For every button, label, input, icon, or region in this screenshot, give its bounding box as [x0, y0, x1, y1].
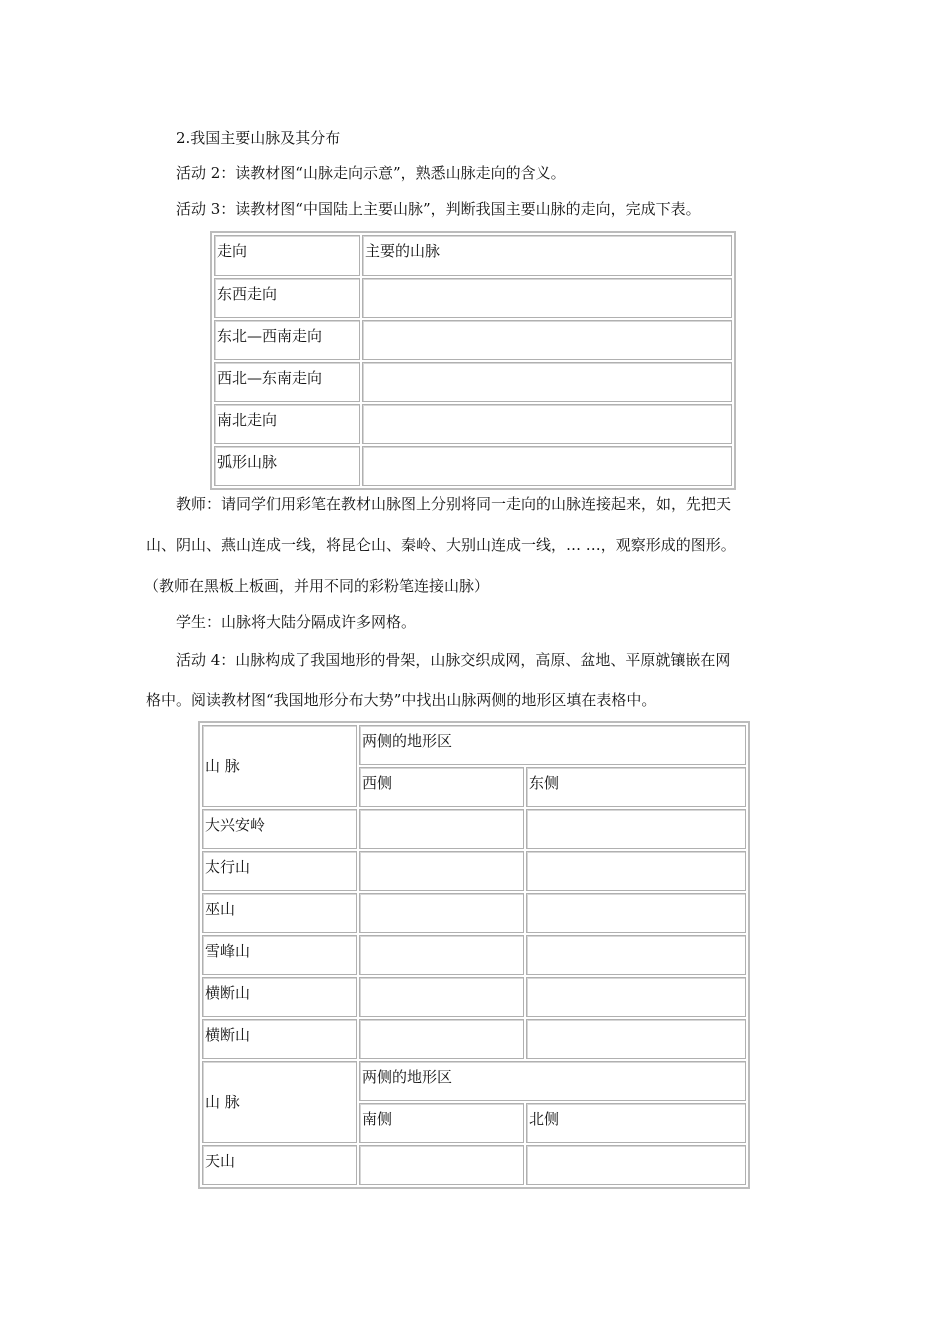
table-row [202, 977, 746, 1017]
answer-cell [359, 893, 524, 933]
direction-cell: 东西走向 [214, 278, 360, 318]
table-row [202, 1019, 746, 1059]
table-header-row [202, 725, 746, 765]
answer-cell [362, 278, 732, 318]
activity-4-line-2: 格中。阅读教材图“我国地形分布大势”中找出山脉两侧的地形区填在表格中。 [146, 691, 657, 709]
table-header-row [214, 235, 732, 276]
answer-cell [526, 893, 746, 933]
mountain-header-cell: 山 脉 [202, 725, 357, 807]
direction-cell: 南北走向 [214, 404, 360, 444]
student-line: 学生：山脉将大陆分隔成许多网格。 [176, 613, 417, 631]
table-row [214, 446, 732, 486]
answer-cell [362, 446, 732, 486]
answer-cell [359, 1019, 524, 1059]
table-row [214, 362, 732, 402]
teacher-line-3: （教师在黑板上板画，并用不同的彩粉笔连接山脉） [144, 577, 490, 595]
north-header-cell: 北侧 [526, 1103, 746, 1143]
teacher-line-1: 教师：请同学们用彩笔在教材山脉图上分别将同一走向的山脉连接起来，如，先把天 [176, 495, 732, 513]
answer-cell [359, 1145, 524, 1185]
table-row [202, 893, 746, 933]
direction-cell: 西北—东南走向 [214, 362, 360, 402]
mountain-cell: 雪峰山 [202, 935, 357, 975]
teacher-line-2: 山、阴山、燕山连成一线，将昆仑山、秦岭、大别山连成一线，… …，观察形成的图形。 [146, 536, 736, 554]
table-row [202, 935, 746, 975]
table-header-cell: 走向 [214, 235, 360, 276]
answer-cell [526, 1145, 746, 1185]
group-header-cell: 两侧的地形区 [359, 725, 746, 765]
answer-cell [362, 404, 732, 444]
terrain-region-table [198, 721, 750, 1189]
table-row [214, 320, 732, 360]
table-row [202, 809, 746, 849]
mountain-cell: 巫山 [202, 893, 357, 933]
west-header-cell: 西侧 [359, 767, 524, 807]
table-header-row [202, 1061, 746, 1101]
answer-cell [526, 1019, 746, 1059]
answer-cell [362, 320, 732, 360]
answer-cell [359, 935, 524, 975]
mountain-cell: 大兴安岭 [202, 809, 357, 849]
activity-2: 活动 2：读教材图“山脉走向示意”，熟悉山脉走向的含义。 [176, 164, 566, 182]
table-row [214, 404, 732, 444]
answer-cell [359, 809, 524, 849]
direction-cell: 弧形山脉 [214, 446, 360, 486]
south-header-cell: 南侧 [359, 1103, 524, 1143]
table-header-cell: 主要的山脉 [362, 235, 732, 276]
answer-cell [526, 935, 746, 975]
table-row [202, 1145, 746, 1185]
section-heading: 2.我国主要山脉及其分布 [176, 129, 341, 147]
mountain-cell: 天山 [202, 1145, 357, 1185]
answer-cell [526, 851, 746, 891]
group-header-cell: 两侧的地形区 [359, 1061, 746, 1101]
east-header-cell: 东侧 [526, 767, 746, 807]
mountain-cell: 横断山 [202, 977, 357, 1017]
activity-3: 活动 3：读教材图“中国陆上主要山脉”，判断我国主要山脉的走向，完成下表。 [176, 200, 701, 218]
table-row [202, 851, 746, 891]
mountain-cell: 横断山 [202, 1019, 357, 1059]
answer-cell [359, 977, 524, 1017]
answer-cell [526, 809, 746, 849]
answer-cell [526, 977, 746, 1017]
answer-cell [359, 851, 524, 891]
activity-4-line-1: 活动 4：山脉构成了我国地形的骨架，山脉交织成网，高原、盆地、平原就镶嵌在网 [176, 651, 731, 669]
direction-cell: 东北—西南走向 [214, 320, 360, 360]
mountain-cell: 太行山 [202, 851, 357, 891]
mountain-direction-table [210, 231, 736, 490]
answer-cell [362, 362, 732, 402]
table-row [214, 278, 732, 318]
mountain-header-cell: 山 脉 [202, 1061, 357, 1143]
